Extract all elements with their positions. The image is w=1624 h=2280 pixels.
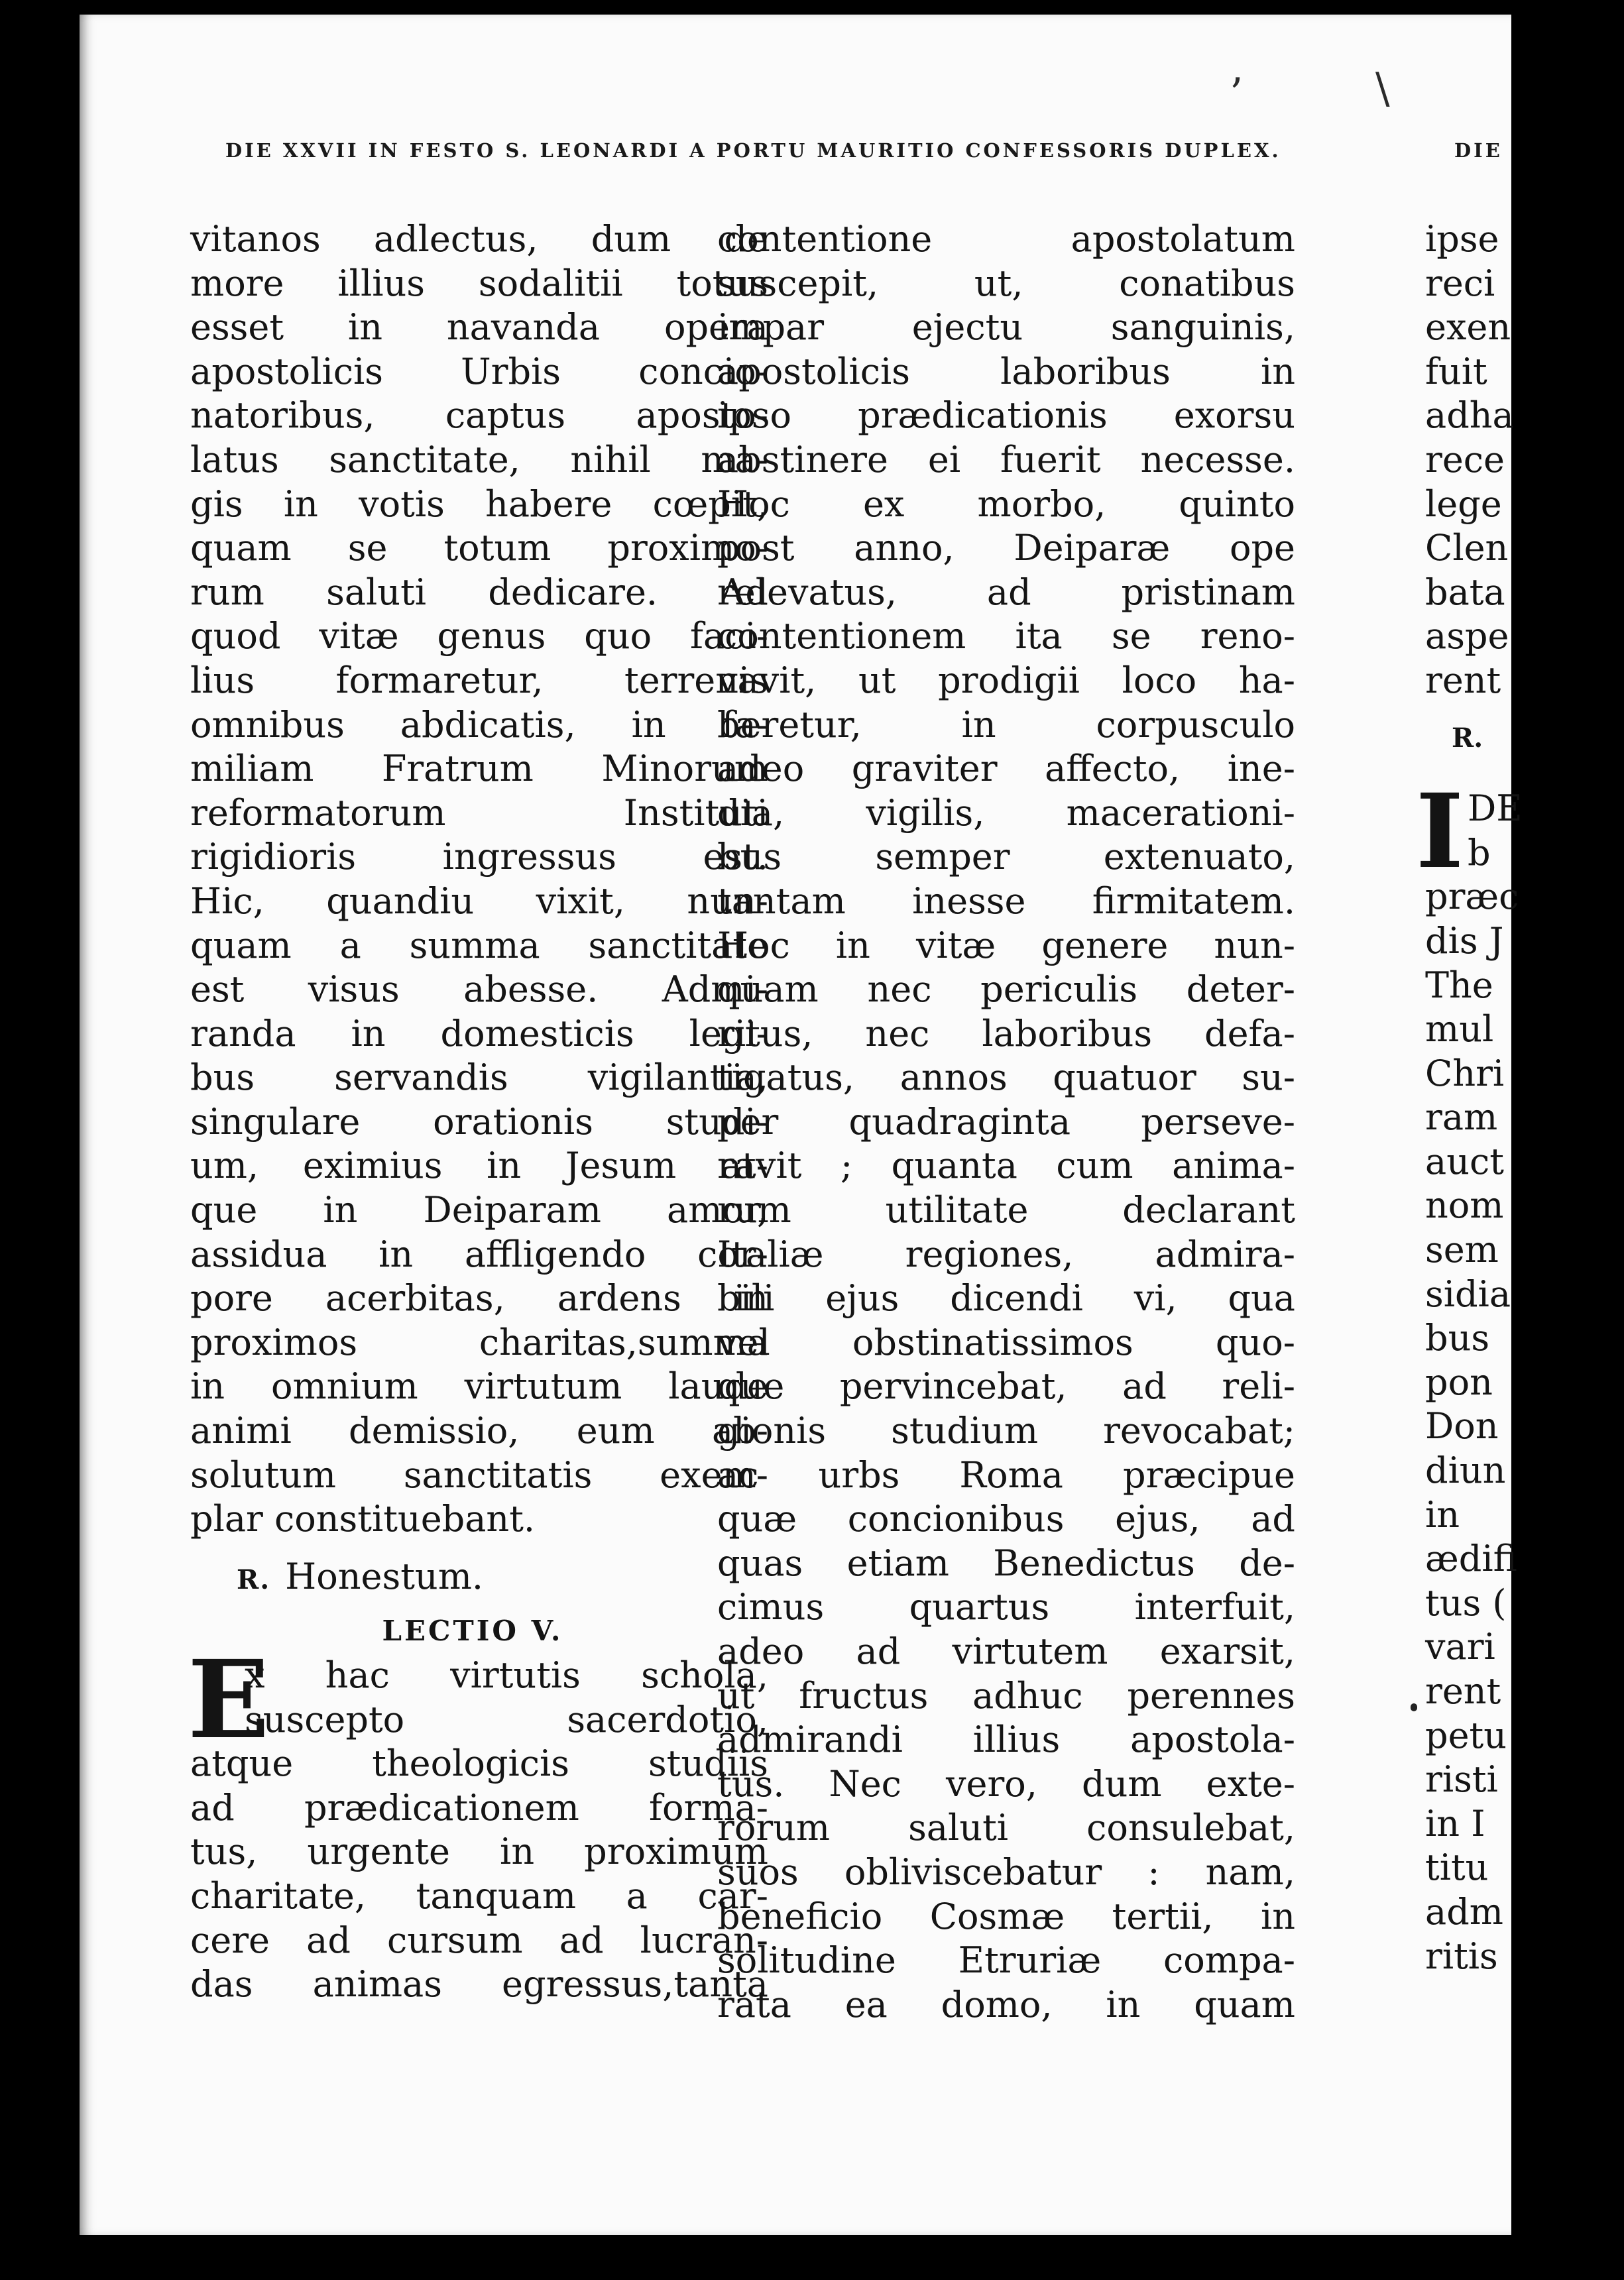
text-line: more illius sodalitii totus xyxy=(190,262,768,304)
text-line: contentionem ita se reno- xyxy=(717,615,1295,657)
text-line: rigidioris ingressus est. xyxy=(190,836,768,878)
text-line: bili ejus dicendi vi, qua xyxy=(717,1277,1295,1320)
text-line: admirandi illius apostola- xyxy=(717,1719,1295,1761)
text-line: animi demissio, eum ab- xyxy=(190,1410,768,1452)
lectio-opening xyxy=(188,1637,768,1763)
text-line: vavit, ut prodigii loco ha- xyxy=(717,659,1295,701)
text-line: reformatorum Instituti xyxy=(190,791,768,834)
text-line: quod vitæ genus quo faci- xyxy=(190,615,768,657)
text-line: singulare orationis studi- xyxy=(190,1100,768,1143)
text-line: post anno, Deiparæ ope xyxy=(717,527,1295,569)
text-line: in xyxy=(1425,1493,1460,1536)
text-line: ritis xyxy=(1425,1935,1498,1977)
text-line: solutum sanctitatis exem- xyxy=(190,1454,768,1496)
text-line: diun xyxy=(1425,1450,1506,1492)
text-line: ravit ; quanta cum anima- xyxy=(717,1145,1295,1187)
text-line: adeo ad virtutem exarsit, xyxy=(717,1630,1295,1672)
text-line: um, eximius in Jesum at- xyxy=(190,1145,768,1187)
text-line: gis in votis habere cœpit, xyxy=(190,483,768,525)
drop-cap: E xyxy=(188,1637,270,1763)
ink-mark: ’ xyxy=(1230,70,1244,119)
text-line: proximos charitas,summa xyxy=(190,1321,768,1363)
text-line: bus semper extenuato, xyxy=(717,836,1295,878)
text-line: Hoc in vitæ genere nun- xyxy=(717,924,1295,966)
text-line: lius formaretur, terrenis xyxy=(190,659,768,701)
text-line: vitanos adlectus, dum de xyxy=(190,218,768,260)
text-line: suscepit, ut, conatibus xyxy=(717,262,1295,304)
text-line: bus servandis vigilantia, xyxy=(190,1056,768,1099)
text-line: rent xyxy=(1425,659,1501,701)
text-line: fuit xyxy=(1425,350,1487,392)
text-line: dia, vigilis, macerationi- xyxy=(717,791,1295,834)
text-line: ac urbs Roma præcipue xyxy=(717,1454,1295,1496)
text-line: x hac virtutis schola, xyxy=(245,1654,768,1696)
text-line: beneficio Cosmæ tertii, in xyxy=(717,1895,1295,1937)
text-line: est visus abesse. Admi- xyxy=(190,968,768,1011)
text-line: esset in navanda opera xyxy=(190,306,768,349)
responsory-mark: R. xyxy=(1452,722,1483,754)
responsory-mark: R. xyxy=(237,1564,271,1595)
text-line: tigatus, annos quatuor su- xyxy=(717,1056,1295,1099)
text-line: cere ad cursum ad lucran- xyxy=(190,1919,768,1961)
responsory-text: Honestum. xyxy=(285,1555,484,1597)
text-line: exen xyxy=(1425,306,1511,349)
ink-mark: \ xyxy=(1375,64,1390,113)
lectio-opening xyxy=(1416,771,1624,892)
text-line: contentione apostolatum xyxy=(717,218,1295,260)
text-line: tus, urgente in proximum xyxy=(190,1831,768,1873)
text-line: Clen xyxy=(1425,527,1509,569)
text-line: quas etiam Benedictus de- xyxy=(717,1542,1295,1584)
text-line: bata xyxy=(1425,571,1505,613)
drop-cap-lines xyxy=(188,1637,768,1763)
text-line: ut fructus adhuc perennes xyxy=(717,1674,1295,1717)
text-line: Italiæ regiones, admira- xyxy=(717,1233,1295,1275)
text-line: beretur, in corpusculo xyxy=(717,703,1295,746)
responsory xyxy=(190,1555,768,1599)
text-line: auct xyxy=(1425,1140,1504,1182)
text-line: suscepto sacerdotio, xyxy=(245,1698,768,1740)
text-line: cimus quartus interfuit, xyxy=(717,1586,1295,1628)
text-line: charitate, tanquam a car- xyxy=(190,1874,768,1917)
text-line: nom xyxy=(1425,1184,1504,1227)
text-line: risti xyxy=(1425,1758,1498,1801)
text-line: DE xyxy=(1468,787,1523,830)
text-line: quam se totum proximo- xyxy=(190,527,768,569)
text-column-2 xyxy=(717,217,1295,2027)
text-line: tantam inesse firmitatem. xyxy=(717,880,1295,922)
text-line: Chri xyxy=(1425,1052,1505,1094)
column-1-text xyxy=(190,217,768,1542)
text-line: quam a summa sanctitate xyxy=(190,924,768,966)
text-line: randa in domesticis legi- xyxy=(190,1012,768,1054)
text-line: ipse xyxy=(1425,218,1499,260)
text-line: apostolicis laboribus in xyxy=(717,350,1295,392)
text-line: omnibus abdicatis, in fa- xyxy=(190,703,768,746)
column-1-text-continued xyxy=(190,1742,768,2007)
text-line: rent xyxy=(1425,1670,1501,1712)
text-line: lege xyxy=(1425,483,1502,525)
text-line: gionis studium revocabat; xyxy=(717,1410,1295,1452)
column-3-text xyxy=(1425,217,1624,703)
text-line: rum saluti dedicare. Ad xyxy=(190,571,768,613)
text-line: adeo graviter affecto, ine- xyxy=(717,748,1295,790)
running-header: DIE XXVII IN FESTO S. LEONARDI A PORTU MAURITIO CONFESSORIS DUPLEX. xyxy=(225,139,1281,162)
text-line: pore acerbitas, ardens in xyxy=(190,1277,768,1320)
text-line: quam nec periculis deter- xyxy=(717,968,1295,1011)
text-line: in I xyxy=(1425,1802,1485,1845)
text-line: plar constituebant. xyxy=(190,1498,536,1540)
text-line: ad prædicationem forma- xyxy=(190,1786,768,1829)
column-3-text-continued xyxy=(1425,875,1624,1978)
text-line: Hic, quandiu vixit, nun- xyxy=(190,880,768,922)
text-line: rata ea domo, in quam xyxy=(717,1983,1295,2025)
text-line: præc xyxy=(1425,876,1519,918)
text-line: relevatus, ad pristinam xyxy=(717,571,1295,613)
text-line: in omnium virtutum laude xyxy=(190,1365,768,1408)
text-line: rece xyxy=(1425,438,1505,481)
text-line: vari xyxy=(1425,1626,1495,1668)
text-line: natoribus, captus aposto- xyxy=(190,394,768,437)
text-line: aspe xyxy=(1425,615,1509,657)
text-line: pon xyxy=(1425,1361,1493,1403)
text-line: atque theologicis studiis xyxy=(190,1742,768,1785)
text-line: adha xyxy=(1425,394,1514,437)
text-line: rorum saluti consulebat, xyxy=(717,1807,1295,1849)
text-line: petu xyxy=(1425,1714,1507,1756)
text-line: titu xyxy=(1425,1847,1489,1889)
running-header-next-page: DIE xyxy=(1454,139,1503,162)
text-line: Don xyxy=(1425,1405,1499,1448)
text-line: que pervincebat, ad reli- xyxy=(717,1365,1295,1408)
text-line: ram xyxy=(1425,1096,1498,1139)
lectio-heading: LECTIO V. xyxy=(382,1615,563,1648)
text-line: suos obliviscebatur : nam, xyxy=(717,1851,1295,1893)
text-line: quæ concionibus ejus, ad xyxy=(717,1498,1295,1540)
text-line: miliam Fratrum Minorum xyxy=(190,748,768,790)
column-2-text xyxy=(717,217,1295,2027)
text-line: rum utilitate declarant xyxy=(717,1189,1295,1231)
drop-cap: I xyxy=(1416,771,1464,892)
text-line: Hoc ex morbo, quinto xyxy=(717,483,1295,525)
text-line: adm xyxy=(1425,1890,1503,1933)
text-line: ipso prædicationis exorsu xyxy=(717,394,1295,437)
text-line: apostolicis Urbis concio- xyxy=(190,350,768,392)
book-page xyxy=(80,15,1523,2235)
text-line: reci xyxy=(1425,262,1495,304)
text-line: mul xyxy=(1425,1008,1494,1051)
text-line: das animas egressus,tanta xyxy=(190,1963,768,2006)
text-column-3-cropped xyxy=(1416,217,1624,1978)
text-line: dis J xyxy=(1425,919,1504,962)
print-speck xyxy=(1411,1703,1417,1711)
text-line: tus. Nec vero, dum exte- xyxy=(717,1762,1295,1805)
text-line: sem xyxy=(1425,1229,1499,1271)
text-line: bus xyxy=(1425,1317,1490,1359)
text-line: que in Deiparam amor, xyxy=(190,1189,768,1231)
text-line: impar ejectu sanguinis, xyxy=(717,306,1295,349)
text-line: tus ( xyxy=(1425,1581,1507,1624)
text-line: abstinere ei fuerit necesse. xyxy=(717,438,1295,481)
text-line: assidua in affligendo cor- xyxy=(190,1233,768,1275)
text-line: latus sanctitate, nihil ma- xyxy=(190,438,768,481)
text-line: per quadraginta perseve- xyxy=(717,1100,1295,1143)
text-line: vel obstinatissimos quo- xyxy=(717,1321,1295,1363)
text-line: sidia xyxy=(1425,1273,1511,1315)
text-line: The xyxy=(1425,964,1493,1006)
text-column-1 xyxy=(190,217,768,2007)
text-line: b xyxy=(1468,831,1491,874)
text-line: ritus, nec laboribus defa- xyxy=(717,1012,1295,1054)
text-line: solitudine Etruriæ compa- xyxy=(717,1939,1295,1982)
text-line: ædifi xyxy=(1425,1538,1517,1580)
